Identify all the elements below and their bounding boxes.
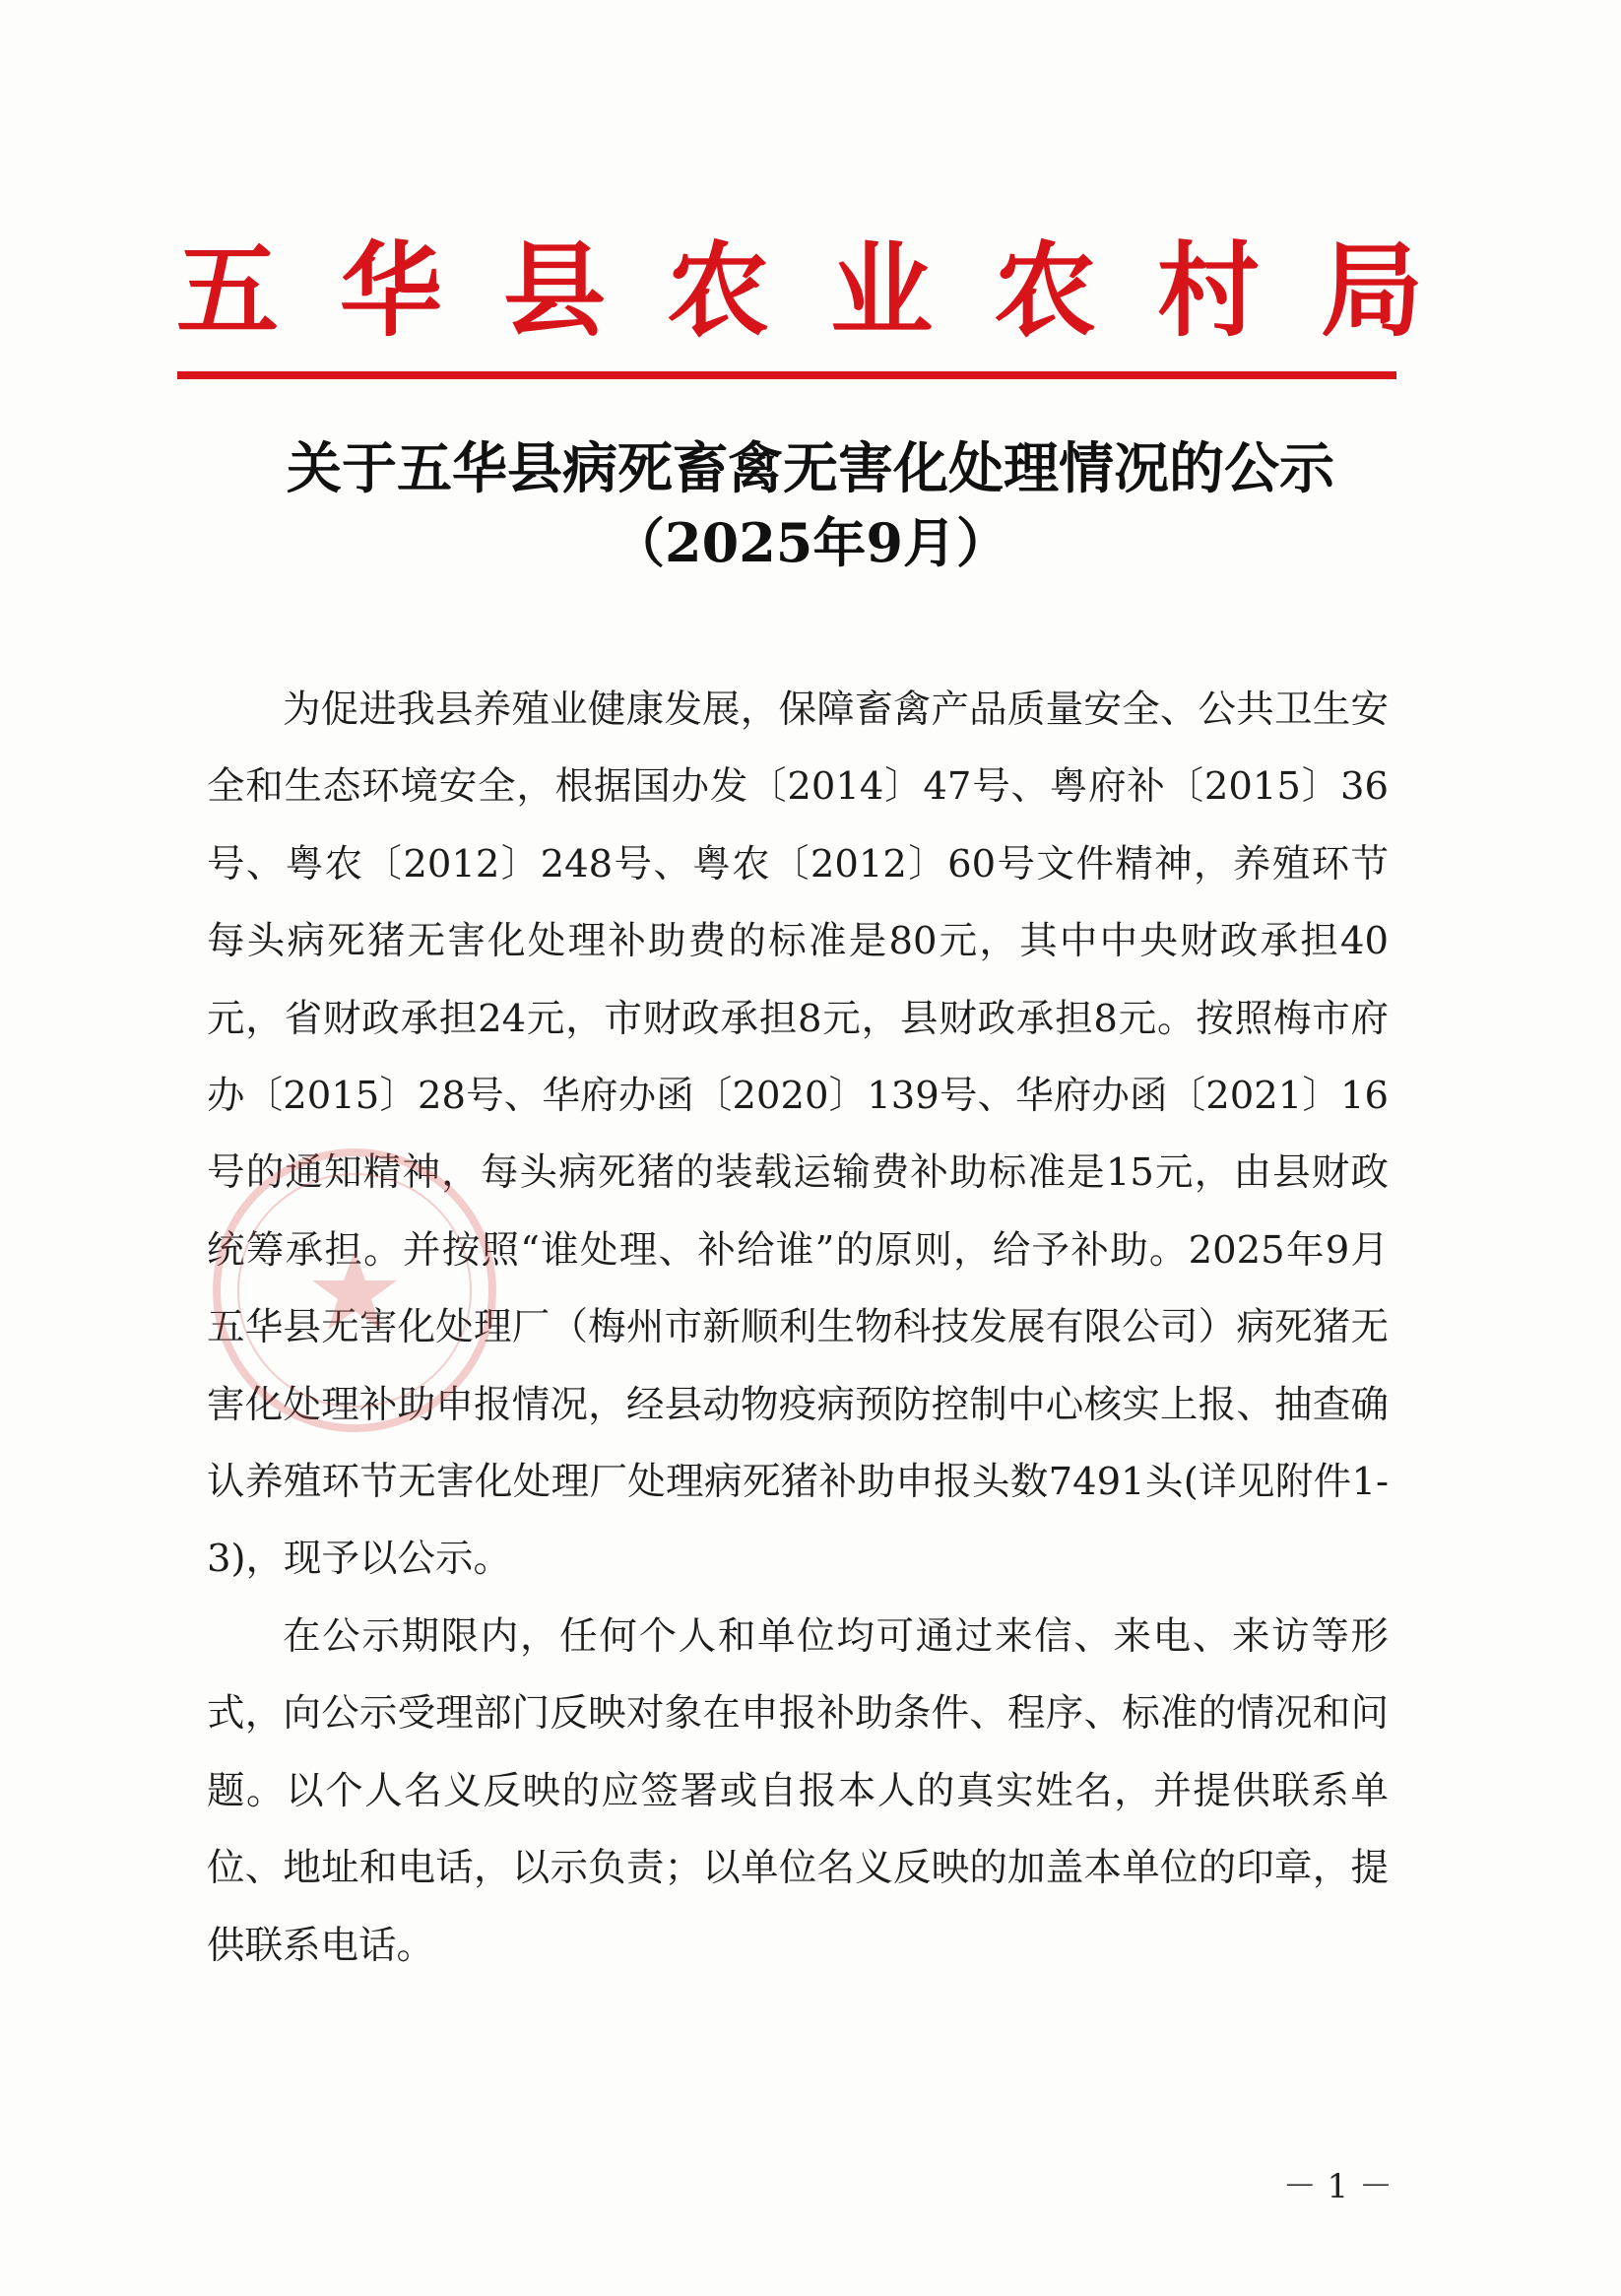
page-number: － 1 － xyxy=(1282,2167,1393,2206)
red-header-rule xyxy=(177,371,1396,379)
document-title: 关于五华县病死畜禽无害化处理情况的公示 xyxy=(287,436,1334,501)
body-paragraph-2: 在公示期限内，任何个人和单位均可通过来信、来电、来访等形式，向公示受理部门反映对象在申报补助条件、程序、标准的情况和问题。以个人名义反映的应签署或自报本人的真实姓名，并提供联系单位、地址和电话，以示负责；以单位名义反映的加盖本单位的印章，提供联系电话。 xyxy=(207,1613,1389,1968)
body-paragraph-1: 为促进我县养殖业健康发展，保障畜禽产品质量安全、公共卫生安全和生态环境安全，根据国办发〔2014〕47号、粤府补〔2015〕36号、粤农〔2012〕248号、粤农〔2012〕60号文件精神，养殖环节每头病死猪无害化处理补助费的标准是80元，其中中央财政承担40元，省财政承担24元，市财政承担8元，县财政承担8元。按照梅市府办〔2015〕28号、华府办函〔2020〕139号、华府办函〔2021〕16号的通知精神，每头病死猪的装载运输费补助标准是15元，由县财政统筹承担。并按照“谁处理、补给谁”的原则，给予补助。2025年9月五华县无害化处理厂（梅州市新顺利生物科技发展有限公司）病死猪无害化处理补助申报情况，经县动物疫病预防控制中心核实上报、抽查确认养殖环节无害化处理厂处理病死猪补助申报头数7491头(详见附件1-3)，现予以公示。 xyxy=(207,688,1389,1582)
document-subtitle: （2025年9月） xyxy=(612,511,1009,574)
issuing-organization-header: 五华县农业农村局 xyxy=(175,230,1484,351)
document-body xyxy=(207,672,1389,1985)
